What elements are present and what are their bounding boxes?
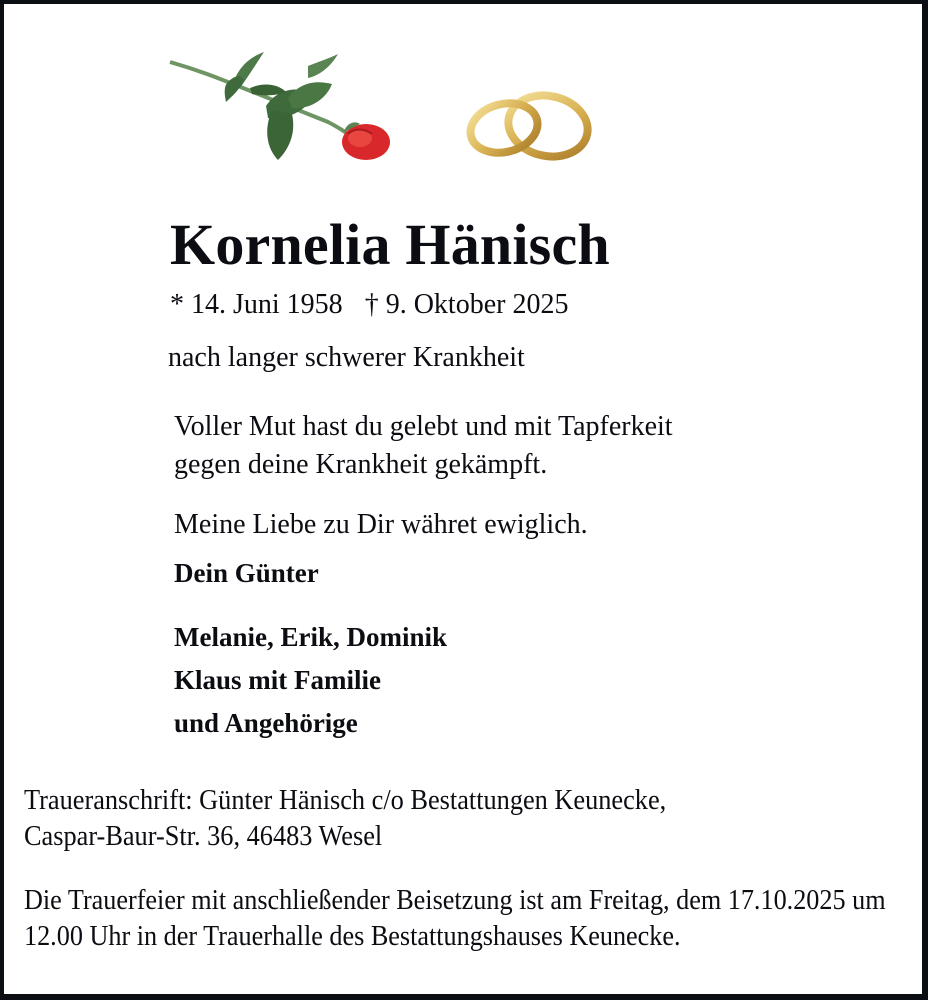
- life-dates: [170, 289, 568, 321]
- mourner-line: Melanie, Erik, Dominik: [174, 622, 448, 652]
- funeral-ceremony-info: Die Trauerfeier mit anschließender Beisetzung ist am Freitag, dem 17.10.2025 um 12.00 Uhr in der Trauerhalle des Bestattungshauses Keunecke.: [24, 885, 886, 952]
- verse: [174, 408, 673, 484]
- love-line: Meine Liebe zu Dir währet ewiglich.: [174, 509, 588, 540]
- address-line: Traueranschrift: Günter Hänisch c/o Bestattungen Keunecke,: [24, 785, 667, 816]
- cause-of-death: nach langer schwerer Krankheit: [168, 342, 525, 373]
- mourner-line: Klaus mit Familie: [174, 665, 381, 695]
- mourning-address: [24, 783, 666, 855]
- death-date: † 9. Oktober 2025: [364, 289, 569, 320]
- rose-icon: [168, 48, 398, 164]
- verse-line: Voller Mut hast du gelebt und mit Tapferkeit: [174, 411, 673, 442]
- mourner-line: und Angehörige: [174, 708, 358, 738]
- wedding-rings-icon: [464, 90, 592, 162]
- deceased-name: Kornelia Hänisch: [170, 212, 610, 277]
- signature: Dein Günter: [174, 558, 319, 588]
- mourners-list: [174, 616, 447, 745]
- birth-date: * 14. Juni 1958: [170, 289, 343, 320]
- verse-line: gegen deine Krankheit gekämpft.: [174, 449, 548, 480]
- obituary-notice: [4, 4, 924, 994]
- address-line: Caspar-Baur-Str. 36, 46483 Wesel: [24, 821, 383, 852]
